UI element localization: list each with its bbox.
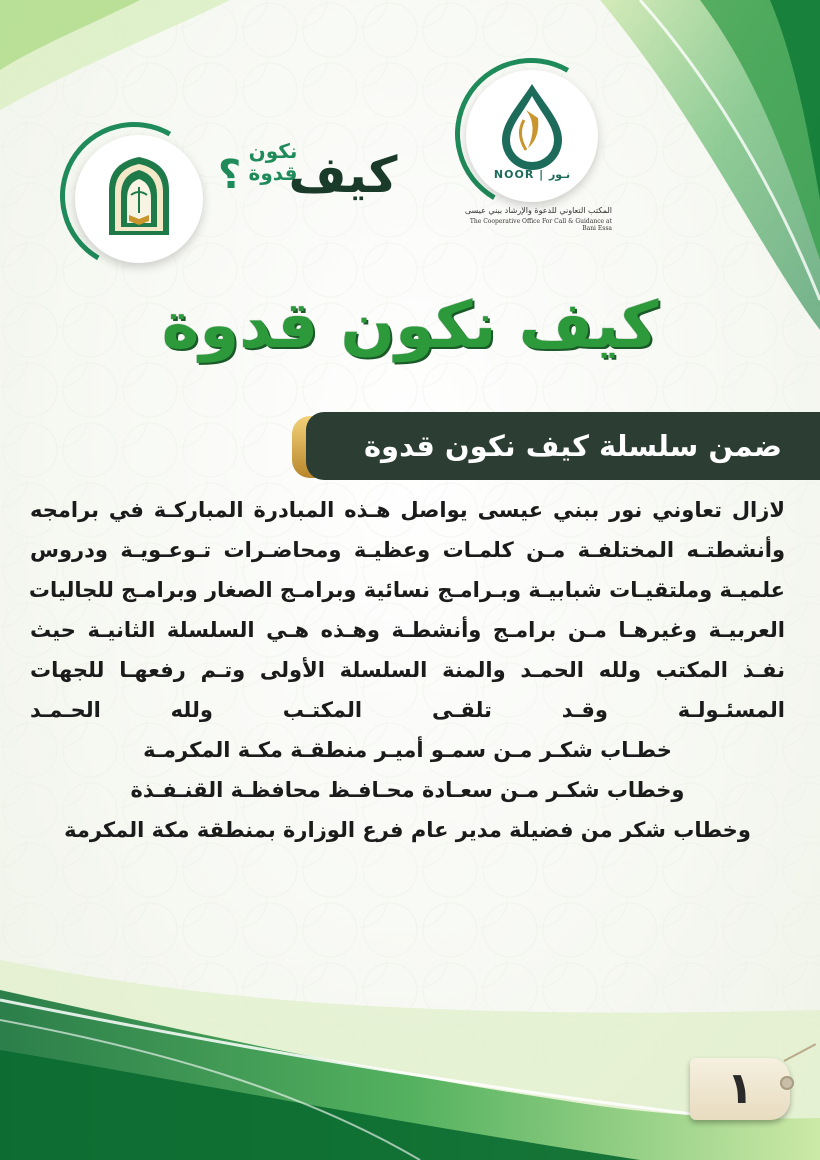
main-title: كيف نكون قدوة: [161, 289, 659, 363]
body-line: نفـذ المكتب ولله الحمـد والمنة السلسلة الأولى وتـم رفعهـا للجهات: [30, 658, 785, 682]
body-line: وأنشطتـه المختلفـة مـن كلمـات وعظيـة ومحاضـرات تـوعـويـة ودروس: [30, 538, 785, 562]
noor-drop-icon: [466, 70, 598, 202]
series-logo-question-mark: ؟: [218, 152, 242, 198]
ministry-emblem-icon: [75, 135, 203, 263]
page-number: ١: [726, 1063, 754, 1114]
noor-logo-wordmark: NOOR | نـور: [493, 168, 571, 181]
section-banner-text: ضمن سلسلة كيف نكون قدوة: [363, 429, 782, 463]
noor-logo: [466, 70, 598, 202]
body-line: المسئـولـة وقـد تلقـى المكتـب ولله الحـمـد: [30, 698, 785, 722]
noor-caption-english: The Cooperative Office For Call & Guidance at Bani Essa: [469, 218, 612, 232]
body-line: علميـة وملتقيـات شبابيـة وبـرامـج نسائية وبرامـج الصغار وبرامـج للجاليات: [28, 578, 785, 602]
body-line: وخطاب شكر من فضيلة مدير عام فرع الوزارة بمنطقة مكة المكرمة: [64, 818, 751, 842]
noor-caption-arabic: المكتب التعاوني للدعوة والإرشاد ببني عيسى: [464, 206, 612, 215]
body-text: [30, 490, 785, 850]
body-line: العربيـة وغيرهـا مـن برامـج وأنشطـة وهـذه هـي السلسلة الثانيـة حيث: [30, 618, 785, 642]
body-line: لازال تعاوني نور ببني عيسى يواصل هـذه المبادرة المباركـة في برامجه: [30, 498, 785, 522]
body-line: خطـاب شكـر مـن سمـو أميـر منطقـة مكـة المكرمـة: [143, 738, 672, 762]
body-line: وخطاب شكـر مـن سعـادة محـافـظ محافظـة القنـفـذة: [130, 778, 685, 802]
series-logo-subtitle: نكون قدوة: [248, 139, 298, 185]
ministry-logo: [75, 135, 203, 263]
series-logo-title: كيف: [288, 146, 398, 204]
